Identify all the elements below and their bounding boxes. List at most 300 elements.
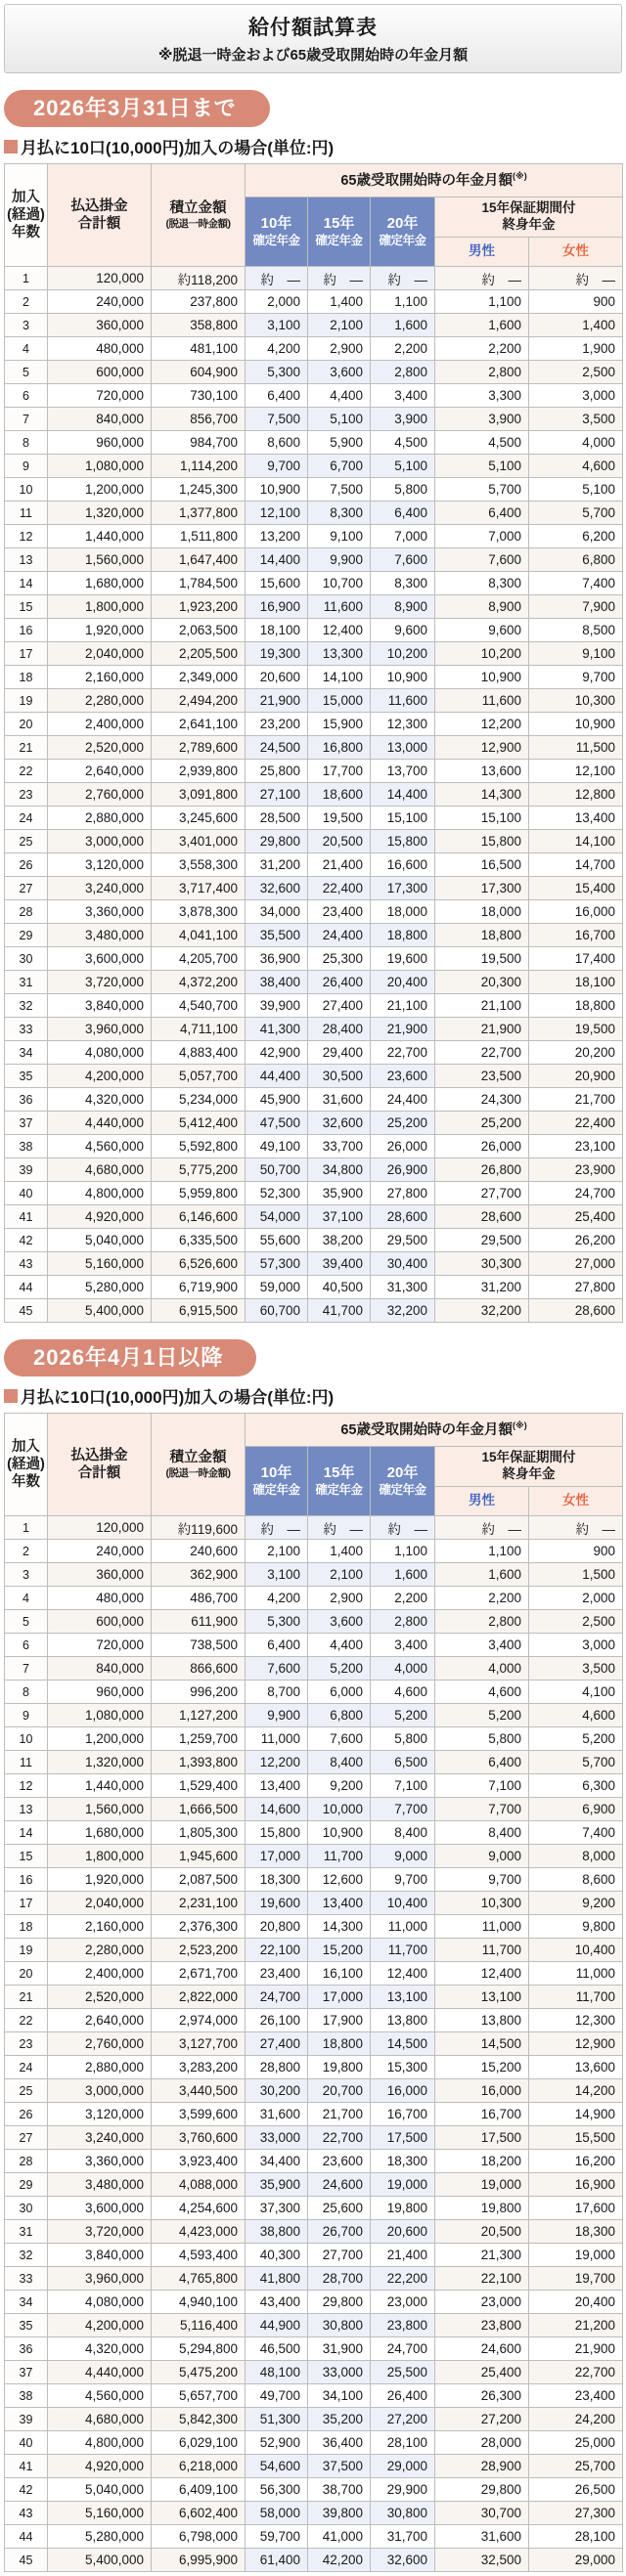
value-cell: 960,000 bbox=[48, 431, 152, 455]
value-cell: 16,700 bbox=[435, 2103, 529, 2126]
value-cell: 5,100 bbox=[371, 455, 435, 478]
year-number-cell: 42 bbox=[5, 1229, 48, 1252]
table-row bbox=[5, 1112, 623, 1135]
value-cell: 5,200 bbox=[435, 1704, 529, 1727]
table-row bbox=[5, 548, 623, 572]
value-cell: 24,400 bbox=[308, 924, 371, 947]
case-label: 月払に10口(10,000円)加入の場合(単位:円) bbox=[21, 1388, 335, 1407]
table-row bbox=[5, 2079, 623, 2103]
value-cell: 30,500 bbox=[308, 1065, 371, 1088]
table-row bbox=[5, 408, 623, 431]
value-cell: 27,200 bbox=[371, 2408, 435, 2431]
table-row bbox=[5, 924, 623, 947]
value-cell: 4,088,000 bbox=[152, 2173, 246, 2197]
value-cell: 3,900 bbox=[371, 408, 435, 431]
value-cell: 28,100 bbox=[371, 2431, 435, 2455]
case-line bbox=[4, 1383, 622, 1408]
value-cell: 10,900 bbox=[371, 666, 435, 689]
value-cell: 4,593,400 bbox=[152, 2244, 246, 2267]
year-number-cell: 32 bbox=[5, 994, 48, 1018]
value-cell: 19,600 bbox=[371, 947, 435, 971]
period-pill: 2026年4月1日以降 bbox=[4, 1339, 256, 1376]
table-row bbox=[5, 1986, 623, 2009]
value-cell: 16,700 bbox=[529, 924, 623, 947]
value-cell: 3,127,700 bbox=[152, 2032, 246, 2056]
value-cell: 2,640,000 bbox=[48, 760, 152, 783]
value-cell: 5,800 bbox=[371, 1727, 435, 1751]
value-cell: 31,900 bbox=[308, 2337, 371, 2361]
value-cell: 41,000 bbox=[308, 2525, 371, 2549]
value-cell: 5,300 bbox=[246, 361, 308, 384]
table-row bbox=[5, 1751, 623, 1774]
table-row bbox=[5, 2361, 623, 2384]
header-10yr-fixed bbox=[246, 1447, 308, 1516]
year-number-cell: 34 bbox=[5, 1041, 48, 1065]
value-cell: 25,500 bbox=[371, 2361, 435, 2384]
year-number-cell: 15 bbox=[5, 595, 48, 619]
table-header bbox=[5, 1414, 623, 1516]
year-number-cell: 12 bbox=[5, 1774, 48, 1798]
value-cell: 9,600 bbox=[371, 619, 435, 642]
period-pill: 2026年3月31日まで bbox=[4, 90, 270, 127]
value-cell: 5,280,000 bbox=[48, 2525, 152, 2549]
value-cell: 900 bbox=[529, 1540, 623, 1563]
value-cell: 9,000 bbox=[371, 1845, 435, 1868]
year-number-cell: 3 bbox=[5, 314, 48, 337]
value-cell: 7,600 bbox=[246, 1657, 308, 1681]
value-cell: 20,700 bbox=[308, 2079, 371, 2103]
value-cell: 1,600 bbox=[371, 1563, 435, 1587]
value-cell: 611,900 bbox=[152, 1610, 246, 1634]
value-cell: 481,100 bbox=[152, 337, 246, 361]
value-cell: 5,057,700 bbox=[152, 1065, 246, 1088]
value-cell: 57,300 bbox=[246, 1252, 308, 1276]
value-cell: 約 — bbox=[435, 267, 529, 290]
table-row bbox=[5, 619, 623, 642]
value-cell: 11,600 bbox=[435, 689, 529, 713]
value-cell: 6,900 bbox=[529, 1798, 623, 1821]
year-number-cell: 30 bbox=[5, 947, 48, 971]
header-accumulated bbox=[152, 164, 246, 267]
value-cell: 38,800 bbox=[246, 2220, 308, 2244]
value-cell: 28,600 bbox=[371, 1205, 435, 1229]
year-number-cell: 22 bbox=[5, 2009, 48, 2032]
value-cell: 13,800 bbox=[371, 2009, 435, 2032]
value-cell: 59,700 bbox=[246, 2525, 308, 2549]
table-row bbox=[5, 2431, 623, 2455]
value-cell: 19,500 bbox=[529, 1018, 623, 1041]
value-cell: 4,372,200 bbox=[152, 971, 246, 994]
value-cell: 33,700 bbox=[308, 1135, 371, 1158]
value-cell: 13,700 bbox=[371, 760, 435, 783]
value-cell: 2,641,100 bbox=[152, 713, 246, 736]
value-cell: 4,600 bbox=[371, 1681, 435, 1704]
year-number-cell: 9 bbox=[5, 455, 48, 478]
value-cell: 6,146,600 bbox=[152, 1205, 246, 1229]
value-cell: 25,600 bbox=[308, 2197, 371, 2220]
value-cell: 2,280,000 bbox=[48, 689, 152, 713]
value-cell: 26,300 bbox=[435, 2384, 529, 2408]
value-cell: 2,880,000 bbox=[48, 2056, 152, 2079]
value-cell: 8,700 bbox=[246, 1681, 308, 1704]
value-cell: 6,995,900 bbox=[152, 2549, 246, 2572]
value-cell: 26,100 bbox=[246, 2009, 308, 2032]
value-cell: 12,300 bbox=[371, 713, 435, 736]
value-cell: 11,000 bbox=[371, 1915, 435, 1939]
year-number-cell: 39 bbox=[5, 1158, 48, 1182]
value-cell: 14,500 bbox=[371, 2032, 435, 2056]
value-cell: 3,245,600 bbox=[152, 807, 246, 830]
table-row bbox=[5, 1018, 623, 1041]
value-cell: 49,700 bbox=[246, 2384, 308, 2408]
value-cell: 5,100 bbox=[308, 408, 371, 431]
value-cell: 12,900 bbox=[435, 736, 529, 760]
header-years bbox=[5, 164, 48, 267]
value-cell: 2,040,000 bbox=[48, 642, 152, 666]
value-cell: 2,974,000 bbox=[152, 2009, 246, 2032]
year-number-cell: 24 bbox=[5, 807, 48, 830]
value-cell: 18,000 bbox=[435, 900, 529, 924]
value-cell: 5,700 bbox=[435, 478, 529, 502]
value-cell: 39,800 bbox=[308, 2502, 371, 2525]
value-cell: 4,200,000 bbox=[48, 1065, 152, 1088]
value-cell: 41,700 bbox=[308, 1299, 371, 1323]
value-cell: 23,100 bbox=[529, 1135, 623, 1158]
year-number-cell: 10 bbox=[5, 478, 48, 502]
value-cell: 1,945,600 bbox=[152, 1845, 246, 1868]
value-cell: 5,200 bbox=[308, 1657, 371, 1681]
value-cell: 47,500 bbox=[246, 1112, 308, 1135]
header-10yr-fixed-label: 確定年金 bbox=[252, 1482, 300, 1497]
value-cell: 4,940,100 bbox=[152, 2291, 246, 2314]
value-cell: 31,300 bbox=[371, 1276, 435, 1299]
value-cell: 28,500 bbox=[246, 807, 308, 830]
header-lifetime bbox=[435, 197, 623, 238]
year-number-cell: 25 bbox=[5, 830, 48, 853]
value-cell: 42,900 bbox=[246, 1041, 308, 1065]
value-cell: 29,000 bbox=[371, 2455, 435, 2478]
value-cell: 30,300 bbox=[435, 1252, 529, 1276]
value-cell: 600,000 bbox=[48, 1610, 152, 1634]
value-cell: 5,200 bbox=[371, 1704, 435, 1727]
value-cell: 2,160,000 bbox=[48, 1915, 152, 1939]
value-cell: 37,300 bbox=[246, 2197, 308, 2220]
value-cell: 30,200 bbox=[246, 2079, 308, 2103]
value-cell: 1,784,500 bbox=[152, 572, 246, 595]
table-row bbox=[5, 1845, 623, 1868]
table-row bbox=[5, 1182, 623, 1205]
table-row bbox=[5, 2126, 623, 2150]
value-cell: 4,041,100 bbox=[152, 924, 246, 947]
table-row bbox=[5, 1135, 623, 1158]
value-cell: 19,800 bbox=[308, 2056, 371, 2079]
value-cell: 2,789,600 bbox=[152, 736, 246, 760]
value-cell: 33,000 bbox=[246, 2126, 308, 2150]
value-cell: 32,600 bbox=[308, 1112, 371, 1135]
value-cell: 46,500 bbox=[246, 2337, 308, 2361]
value-cell: 4,680,000 bbox=[48, 1158, 152, 1182]
value-cell: 20,600 bbox=[371, 2220, 435, 2244]
value-cell: 16,000 bbox=[435, 2079, 529, 2103]
value-cell: 26,700 bbox=[308, 2220, 371, 2244]
value-cell: 26,400 bbox=[308, 971, 371, 994]
value-cell: 2,400,000 bbox=[48, 1962, 152, 1986]
value-cell: 1,127,200 bbox=[152, 1704, 246, 1727]
value-cell: 1,320,000 bbox=[48, 502, 152, 525]
value-cell: 54,000 bbox=[246, 1205, 308, 1229]
table-row bbox=[5, 1299, 623, 1323]
header-male: 男性 bbox=[435, 1487, 529, 1516]
value-cell: 8,500 bbox=[529, 619, 623, 642]
value-cell: 6,800 bbox=[308, 1704, 371, 1727]
table-row bbox=[5, 1610, 623, 1634]
value-cell: 5,234,000 bbox=[152, 1088, 246, 1112]
value-cell: 23,400 bbox=[246, 1962, 308, 1986]
table-row bbox=[5, 1158, 623, 1182]
value-cell: 25,300 bbox=[308, 947, 371, 971]
value-cell: 56,300 bbox=[246, 2478, 308, 2502]
table-header bbox=[5, 164, 623, 267]
value-cell: 866,600 bbox=[152, 1657, 246, 1681]
year-number-cell: 18 bbox=[5, 666, 48, 689]
value-cell: 28,600 bbox=[435, 1205, 529, 1229]
value-cell: 14,300 bbox=[308, 1915, 371, 1939]
value-cell: 1,511,800 bbox=[152, 525, 246, 548]
value-cell: 22,700 bbox=[371, 1041, 435, 1065]
value-cell: 13,300 bbox=[308, 642, 371, 666]
value-cell: 32,200 bbox=[435, 1299, 529, 1323]
value-cell: 1,600 bbox=[435, 1563, 529, 1587]
year-number-cell: 26 bbox=[5, 853, 48, 877]
value-cell: 3,300 bbox=[435, 384, 529, 408]
value-cell: 約 — bbox=[308, 267, 371, 290]
value-cell: 11,000 bbox=[529, 1962, 623, 1986]
value-cell: 14,900 bbox=[529, 2103, 623, 2126]
table-row bbox=[5, 1587, 623, 1610]
value-cell: 16,900 bbox=[246, 595, 308, 619]
value-cell: 5,160,000 bbox=[48, 2502, 152, 2525]
value-cell: 13,400 bbox=[308, 1892, 371, 1915]
header-15yr-fixed-label: 確定年金 bbox=[315, 1482, 363, 1497]
value-cell: 26,000 bbox=[371, 1135, 435, 1158]
table-row bbox=[5, 2314, 623, 2337]
value-cell: 1,393,800 bbox=[152, 1751, 246, 1774]
header-10yr-fixed bbox=[246, 197, 308, 267]
header-15yr-fixed bbox=[308, 1447, 371, 1516]
value-cell: 23,500 bbox=[435, 1065, 529, 1088]
value-cell: 10,900 bbox=[246, 478, 308, 502]
header-15yr-fixed-label: 確定年金 bbox=[315, 233, 363, 247]
header-20yr-label: 20年 bbox=[386, 1463, 419, 1481]
value-cell: 4,400 bbox=[308, 384, 371, 408]
value-cell: 3,720,000 bbox=[48, 971, 152, 994]
year-number-cell: 12 bbox=[5, 525, 48, 548]
value-cell: 6,335,500 bbox=[152, 1229, 246, 1252]
value-cell: 20,900 bbox=[529, 1065, 623, 1088]
value-cell: 29,900 bbox=[371, 2478, 435, 2502]
value-cell: 3,480,000 bbox=[48, 924, 152, 947]
bullet-square-icon bbox=[4, 140, 18, 153]
value-cell: 3,401,000 bbox=[152, 830, 246, 853]
year-number-cell: 35 bbox=[5, 1065, 48, 1088]
value-cell: 10,400 bbox=[371, 1892, 435, 1915]
value-cell: 3,599,600 bbox=[152, 2103, 246, 2126]
value-cell: 19,000 bbox=[435, 2173, 529, 2197]
value-cell: 18,200 bbox=[435, 2150, 529, 2173]
table-row bbox=[5, 713, 623, 736]
value-cell: 21,900 bbox=[371, 1018, 435, 1041]
value-cell: 15,900 bbox=[308, 713, 371, 736]
value-cell: 24,300 bbox=[435, 1088, 529, 1112]
value-cell: 15,300 bbox=[371, 2056, 435, 2079]
value-cell: 2,200 bbox=[435, 337, 529, 361]
value-cell: 600,000 bbox=[48, 361, 152, 384]
year-number-cell: 11 bbox=[5, 502, 48, 525]
value-cell: 16,000 bbox=[371, 2079, 435, 2103]
value-cell: 3,923,400 bbox=[152, 2150, 246, 2173]
value-cell: 20,800 bbox=[246, 1915, 308, 1939]
value-cell: 21,700 bbox=[308, 2103, 371, 2126]
value-cell: 43,400 bbox=[246, 2291, 308, 2314]
year-number-cell: 33 bbox=[5, 2267, 48, 2291]
value-cell: 3,100 bbox=[246, 314, 308, 337]
value-cell: 1,560,000 bbox=[48, 548, 152, 572]
value-cell: 3,360,000 bbox=[48, 900, 152, 924]
year-number-cell: 5 bbox=[5, 1610, 48, 1634]
value-cell: 9,700 bbox=[529, 666, 623, 689]
value-cell: 25,200 bbox=[435, 1112, 529, 1135]
value-cell: 21,400 bbox=[371, 2244, 435, 2267]
value-cell: 13,000 bbox=[371, 736, 435, 760]
value-cell: 16,900 bbox=[529, 2173, 623, 2197]
value-cell: 15,200 bbox=[308, 1939, 371, 1962]
header-15yr-label: 15年 bbox=[323, 1463, 355, 1481]
value-cell: 4,423,000 bbox=[152, 2220, 246, 2244]
value-cell: 17,300 bbox=[435, 877, 529, 900]
value-cell: 10,200 bbox=[435, 642, 529, 666]
header-paid-line1: 払込掛金 bbox=[70, 197, 128, 214]
value-cell: 5,842,300 bbox=[152, 2408, 246, 2431]
value-cell: 4,000 bbox=[435, 1657, 529, 1681]
value-cell: 4,440,000 bbox=[48, 1112, 152, 1135]
value-cell: 7,500 bbox=[246, 408, 308, 431]
table-row bbox=[5, 642, 623, 666]
value-cell: 24,700 bbox=[371, 2337, 435, 2361]
value-cell: 15,500 bbox=[529, 2126, 623, 2150]
header-10yr-label: 10年 bbox=[260, 1463, 292, 1481]
value-cell: 26,800 bbox=[435, 1158, 529, 1182]
value-cell: 5,280,000 bbox=[48, 1276, 152, 1299]
value-cell: 3,500 bbox=[529, 408, 623, 431]
value-cell: 11,700 bbox=[435, 1939, 529, 1962]
year-number-cell: 34 bbox=[5, 2291, 48, 2314]
year-number-cell: 44 bbox=[5, 2525, 48, 2549]
value-cell: 10,000 bbox=[308, 1798, 371, 1821]
header-accum-line1: 積立金額 bbox=[169, 1450, 227, 1466]
value-cell: 1,923,200 bbox=[152, 595, 246, 619]
value-cell: 2,205,500 bbox=[152, 642, 246, 666]
year-number-cell: 14 bbox=[5, 1821, 48, 1845]
value-cell: 2,280,000 bbox=[48, 1939, 152, 1962]
value-cell: 27,400 bbox=[246, 2032, 308, 2056]
year-number-cell: 28 bbox=[5, 900, 48, 924]
value-cell: 2,900 bbox=[308, 337, 371, 361]
value-cell: 4,800,000 bbox=[48, 1182, 152, 1205]
value-cell: 21,300 bbox=[435, 2244, 529, 2267]
value-cell: 61,400 bbox=[246, 2549, 308, 2572]
year-number-cell: 26 bbox=[5, 2103, 48, 2126]
value-cell: 52,900 bbox=[246, 2431, 308, 2455]
value-cell: 17,900 bbox=[308, 2009, 371, 2032]
value-cell: 16,100 bbox=[308, 1962, 371, 1986]
value-cell: 54,600 bbox=[246, 2455, 308, 2478]
year-number-cell: 16 bbox=[5, 619, 48, 642]
value-cell: 35,200 bbox=[308, 2408, 371, 2431]
value-cell: 8,400 bbox=[371, 1821, 435, 1845]
value-cell: 720,000 bbox=[48, 1634, 152, 1657]
value-cell: 27,300 bbox=[529, 2502, 623, 2525]
year-number-cell: 17 bbox=[5, 642, 48, 666]
table-row bbox=[5, 2478, 623, 2502]
value-cell: 36,400 bbox=[308, 2431, 371, 2455]
value-cell: 16,200 bbox=[529, 2150, 623, 2173]
value-cell: 3,480,000 bbox=[48, 2173, 152, 2197]
year-number-cell: 43 bbox=[5, 1252, 48, 1276]
value-cell: 4,500 bbox=[435, 431, 529, 455]
year-number-cell: 21 bbox=[5, 1986, 48, 2009]
value-cell: 15,100 bbox=[371, 807, 435, 830]
benefit-table-1 bbox=[4, 163, 623, 1323]
value-cell: 23,600 bbox=[308, 2150, 371, 2173]
value-cell: 約118,200 bbox=[152, 267, 246, 290]
value-cell: 28,700 bbox=[308, 2267, 371, 2291]
value-cell: 22,400 bbox=[308, 877, 371, 900]
value-cell: 4,320,000 bbox=[48, 1088, 152, 1112]
header-years-line2: (経過) bbox=[7, 1456, 45, 1472]
header-annuity-group-note: (※) bbox=[512, 1420, 527, 1431]
year-number-cell: 7 bbox=[5, 1657, 48, 1681]
value-cell: 27,700 bbox=[435, 1182, 529, 1205]
value-cell: 2,760,000 bbox=[48, 783, 152, 807]
value-cell: 1,920,000 bbox=[48, 1868, 152, 1892]
value-cell: 1,377,800 bbox=[152, 502, 246, 525]
value-cell: 3,500 bbox=[529, 1657, 623, 1681]
value-cell: 23,800 bbox=[435, 2314, 529, 2337]
table-row bbox=[5, 736, 623, 760]
value-cell: 4,600 bbox=[435, 1681, 529, 1704]
table-row bbox=[5, 994, 623, 1018]
value-cell: 120,000 bbox=[48, 267, 152, 290]
value-cell: 3,600,000 bbox=[48, 947, 152, 971]
value-cell: 13,400 bbox=[529, 807, 623, 830]
value-cell: 35,900 bbox=[246, 2173, 308, 2197]
year-number-cell: 4 bbox=[5, 337, 48, 361]
header-10yr-fixed-label: 確定年金 bbox=[252, 233, 300, 247]
value-cell: 1,440,000 bbox=[48, 525, 152, 548]
value-cell: 3,283,200 bbox=[152, 2056, 246, 2079]
value-cell: 16,800 bbox=[308, 736, 371, 760]
value-cell: 41,300 bbox=[246, 1018, 308, 1041]
year-number-cell: 5 bbox=[5, 361, 48, 384]
value-cell: 4,600 bbox=[529, 1704, 623, 1727]
value-cell: 18,300 bbox=[371, 2150, 435, 2173]
value-cell: 51,300 bbox=[246, 2408, 308, 2431]
value-cell: 18,100 bbox=[529, 971, 623, 994]
value-cell: 3,440,500 bbox=[152, 2079, 246, 2103]
value-cell: 3,960,000 bbox=[48, 2267, 152, 2291]
value-cell: 40,500 bbox=[308, 1276, 371, 1299]
year-number-cell: 3 bbox=[5, 1563, 48, 1587]
